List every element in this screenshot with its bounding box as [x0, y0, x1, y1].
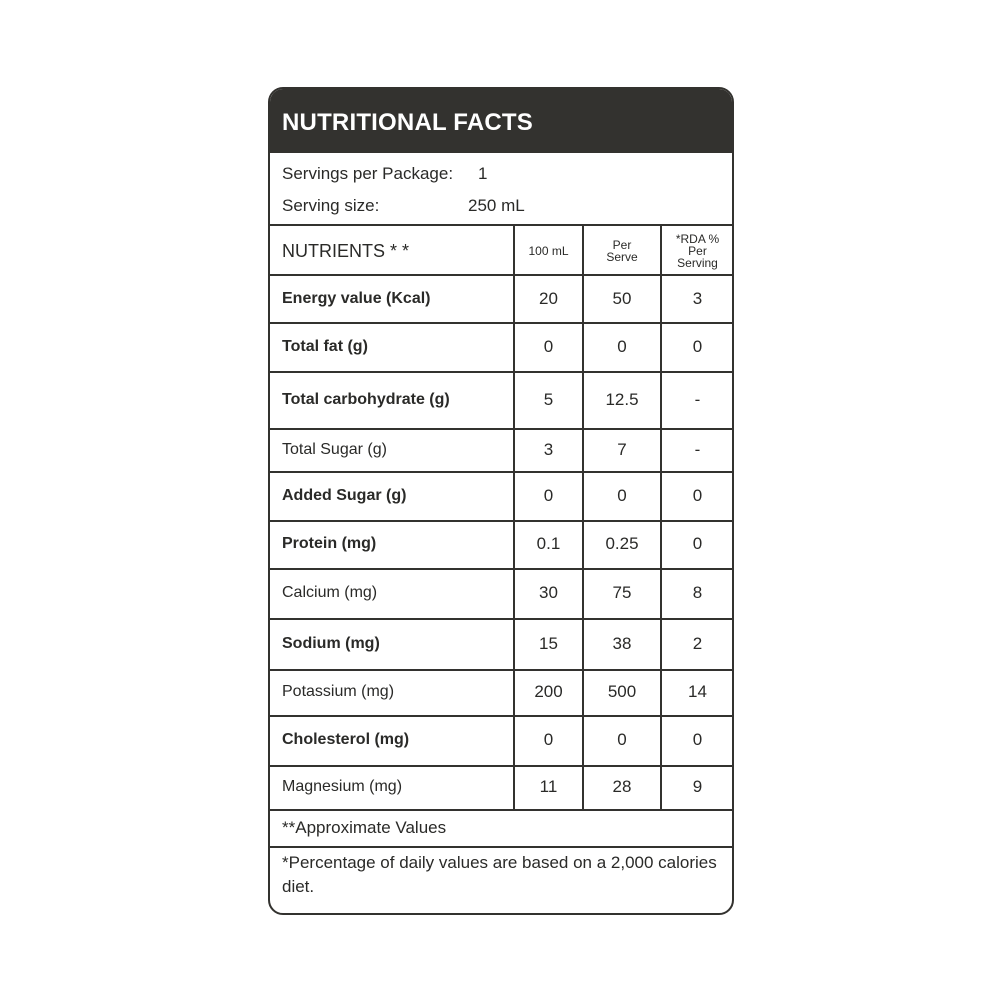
- row-3-perserve: 7: [617, 439, 627, 459]
- row-1-per100: 0: [543, 336, 554, 356]
- header-100ml: 100 mL: [528, 244, 569, 258]
- row-6-nutrient-name: Calcium (mg): [282, 584, 378, 601]
- row-4-nutrient-name: Added Sugar (g): [282, 486, 407, 504]
- row-10-nutrient-name: Magnesium (mg): [282, 778, 403, 795]
- row-divider: [270, 618, 732, 620]
- row-divider: [270, 809, 732, 811]
- row-6-per100: 30: [539, 583, 558, 602]
- row-0-nutrient-name: Energy value (Kcal): [282, 290, 431, 307]
- column-divider: [513, 224, 515, 809]
- header-per-serve: Per Serve: [606, 238, 638, 264]
- serving-size-value: 250 mL: [468, 196, 525, 215]
- row-4-perserve: 0: [617, 485, 627, 505]
- row-4-per100: 0: [543, 485, 554, 505]
- row-8-rda: 14: [688, 682, 707, 701]
- row-4-rda: 0: [692, 485, 703, 505]
- row-divider: [270, 471, 732, 473]
- nutrition-facts-panel: [268, 87, 734, 915]
- row-divider: [270, 669, 732, 671]
- column-divider: [660, 224, 662, 809]
- row-5-per100: 0.1: [536, 534, 561, 553]
- footnote-rda: *Percentage of daily values are based on a 2,000 calories diet.: [282, 853, 717, 896]
- row-divider: [270, 520, 732, 522]
- row-8-nutrient-name: Potassium (mg): [282, 683, 395, 700]
- row-9-nutrient-name: Cholesterol (mg): [282, 731, 410, 748]
- row-divider: [270, 428, 732, 430]
- row-6-rda: 8: [692, 583, 703, 602]
- row-9-per100: 0: [543, 730, 554, 749]
- header-rda: *RDA % Per Serving: [675, 232, 720, 270]
- row-7-nutrient-name: Sodium (mg): [282, 634, 380, 652]
- row-2-rda: -: [694, 389, 701, 409]
- row-9-perserve: 0: [617, 730, 627, 749]
- row-0-per100: 20: [539, 289, 558, 308]
- row-10-perserve: 28: [612, 777, 632, 796]
- panel-title: NUTRITIONAL FACTS: [282, 109, 533, 136]
- row-0-rda: 3: [692, 289, 703, 308]
- servings-per-package-value: 1: [478, 164, 488, 183]
- column-divider: [582, 224, 584, 809]
- row-divider: [270, 846, 732, 848]
- row-5-nutrient-name: Protein (mg): [282, 535, 377, 552]
- row-1-perserve: 0: [617, 336, 627, 356]
- serving-size-label: Serving size:: [282, 196, 380, 215]
- row-3-per100: 3: [543, 439, 554, 459]
- row-9-rda: 0: [692, 730, 703, 749]
- row-5-perserve: 0.25: [605, 534, 639, 553]
- row-1-rda: 0: [692, 336, 703, 356]
- row-10-per100: 11: [539, 777, 558, 796]
- row-divider: [270, 715, 732, 717]
- row-10-rda: 9: [692, 777, 703, 796]
- row-divider: [270, 224, 732, 226]
- row-8-per100: 200: [534, 682, 563, 701]
- row-6-perserve: 75: [612, 583, 632, 602]
- row-divider: [270, 371, 732, 373]
- row-8-perserve: 500: [607, 682, 637, 701]
- row-divider: [270, 568, 732, 570]
- row-2-nutrient-name: Total carbohydrate (g): [282, 390, 450, 408]
- row-divider: [270, 274, 732, 276]
- row-1-nutrient-name: Total fat (g): [282, 337, 368, 355]
- row-2-perserve: 12.5: [605, 389, 639, 409]
- row-2-per100: 5: [543, 389, 554, 409]
- row-0-perserve: 50: [612, 289, 632, 308]
- row-divider: [270, 765, 732, 767]
- footnote-approx: **Approximate Values: [282, 818, 447, 837]
- servings-per-package-label: Servings per Package:: [282, 164, 454, 183]
- panel-header: [270, 89, 732, 153]
- row-3-nutrient-name: Total Sugar (g): [282, 440, 387, 458]
- row-3-rda: -: [694, 439, 701, 459]
- row-7-perserve: 38: [612, 633, 632, 653]
- row-5-rda: 0: [692, 534, 703, 553]
- row-7-per100: 15: [539, 633, 558, 653]
- row-divider: [270, 322, 732, 324]
- header-nutrients: NUTRIENTS * *: [282, 241, 410, 261]
- row-7-rda: 2: [692, 633, 703, 653]
